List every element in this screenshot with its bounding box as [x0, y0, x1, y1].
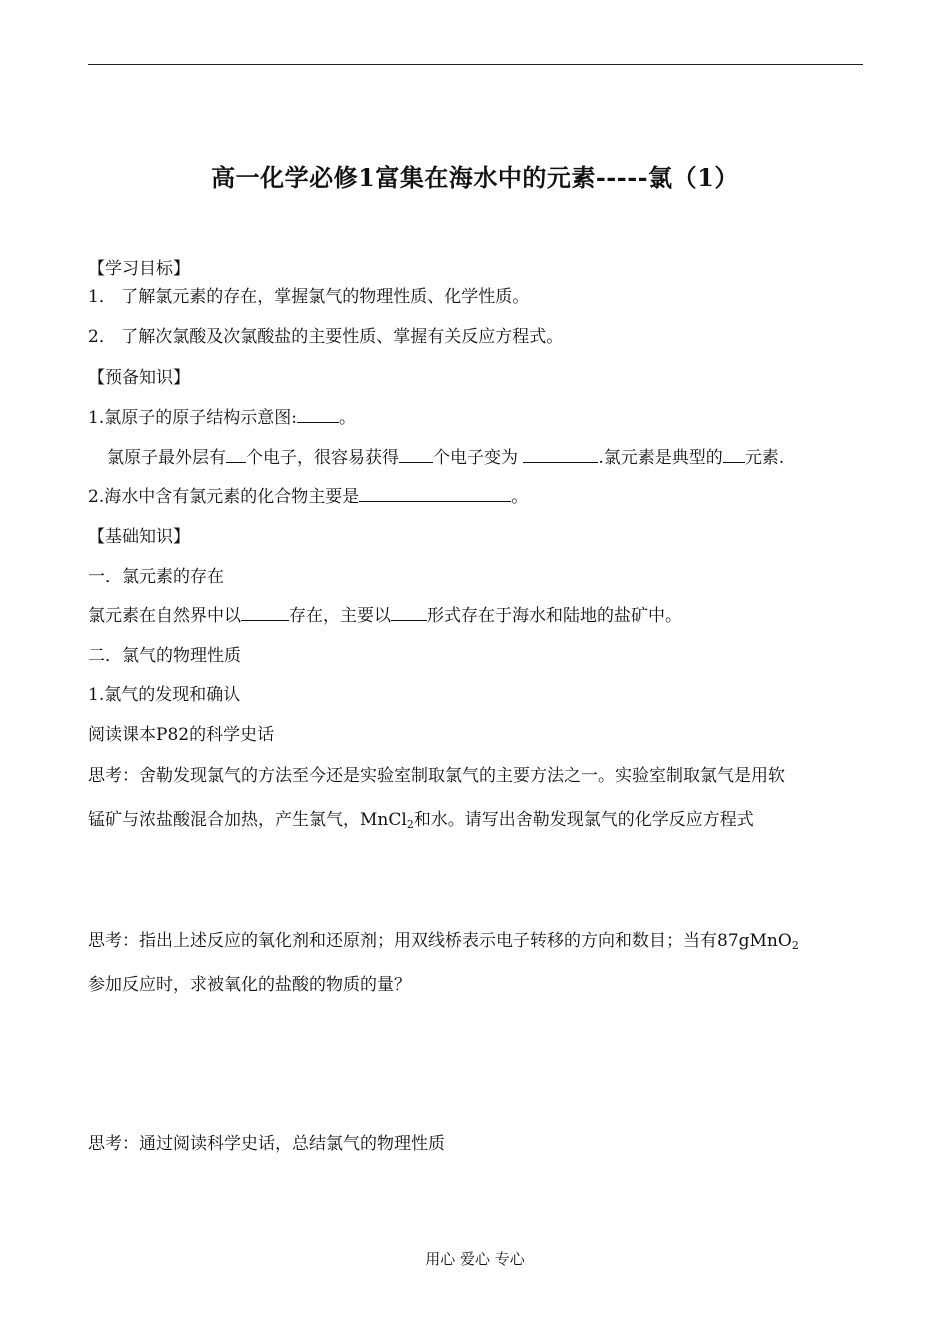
part1-text-b: 存在，主要以: [289, 606, 391, 626]
fill-blank: [399, 447, 433, 463]
prep-item-1-text: 1.氯原子的原子结构示意图:: [88, 408, 297, 428]
prep-item-2-text: 2.海水中含有氯元素的化合物主要是: [88, 487, 360, 507]
basic-heading: 【基础知识】: [88, 527, 190, 547]
part2-subtitle: 1.氯气的发现和确认: [88, 685, 241, 705]
reading-note: 阅读课本P82的科学史话: [88, 725, 275, 745]
part1-text-c: 形式存在于海水和陆地的盐矿中。: [427, 606, 682, 626]
prep-item-1-end: 。: [338, 408, 356, 428]
think-1-text-a: 锰矿与浓盐酸混合加热，产生氯气，MnCl: [88, 810, 407, 830]
prep-text-e: 元素.: [744, 448, 785, 468]
think-2-text: 思考：指出上述反应的氧化剂和还原剂；用双线桥表示电子转移的方向和数目；当有87gMnO: [88, 931, 792, 951]
subscript: 2: [406, 818, 414, 831]
think-1-line-1: 思考：舍勒发现氯气的方法至今还是实验室制取氯气的主要方法之一。实验室制取氯气是用软: [88, 766, 785, 786]
think-2-line-2: 参加反应时，求被氧化的盐酸的物质的量？: [88, 975, 411, 995]
think-3: 思考：通过阅读科学史话，总结氯气的物理性质: [88, 1134, 445, 1154]
prep-text-c: 个电子变为: [433, 448, 524, 468]
fill-blank: [391, 605, 427, 621]
fill-blank: [241, 605, 289, 621]
goal-2: 2． 了解次氯酸及次氯酸盐的主要性质、掌握有关反应方程式。: [88, 327, 564, 347]
fill-blank: [523, 447, 598, 463]
prep-heading: 【预备知识】: [88, 368, 190, 388]
part2-title: 二．氯气的物理性质: [88, 646, 241, 666]
goals-heading: 【学习目标】: [88, 259, 190, 279]
prep-text-a: 氯原子最外层有: [107, 448, 226, 468]
prep-item-2-end: 。: [511, 487, 529, 507]
page-title: 高一化学必修1富集在海水中的元素-----氯（1）: [211, 163, 739, 192]
header-rule: [88, 64, 863, 65]
subscript: 2: [791, 939, 799, 952]
prep-item-1: [88, 407, 356, 429]
fill-blank: [723, 447, 745, 463]
prep-item-electrons: [107, 447, 784, 469]
part1-text-a: 氯元素在自然界中以: [88, 606, 241, 626]
think-1-line-2: [88, 809, 754, 836]
fill-blank: [359, 486, 511, 502]
prep-text-b: 个电子，很容易获得: [246, 448, 399, 468]
prep-item-2: [88, 486, 528, 508]
part1-text: [88, 605, 682, 627]
fill-blank: [297, 407, 339, 423]
part1-title: 一．氯元素的存在: [88, 567, 224, 587]
page-footer: 用心 爱心 专心: [425, 1250, 525, 1268]
fill-blank: [226, 447, 246, 463]
prep-text-d: .氯元素是典型的: [598, 448, 723, 468]
think-1-text-b: 和水。请写出舍勒发现氯气的化学反应方程式: [413, 810, 754, 830]
goal-1: 1． 了解氯元素的存在，掌握氯气的物理性质、化学性质。: [88, 287, 530, 307]
think-2-line-1: [88, 930, 799, 957]
